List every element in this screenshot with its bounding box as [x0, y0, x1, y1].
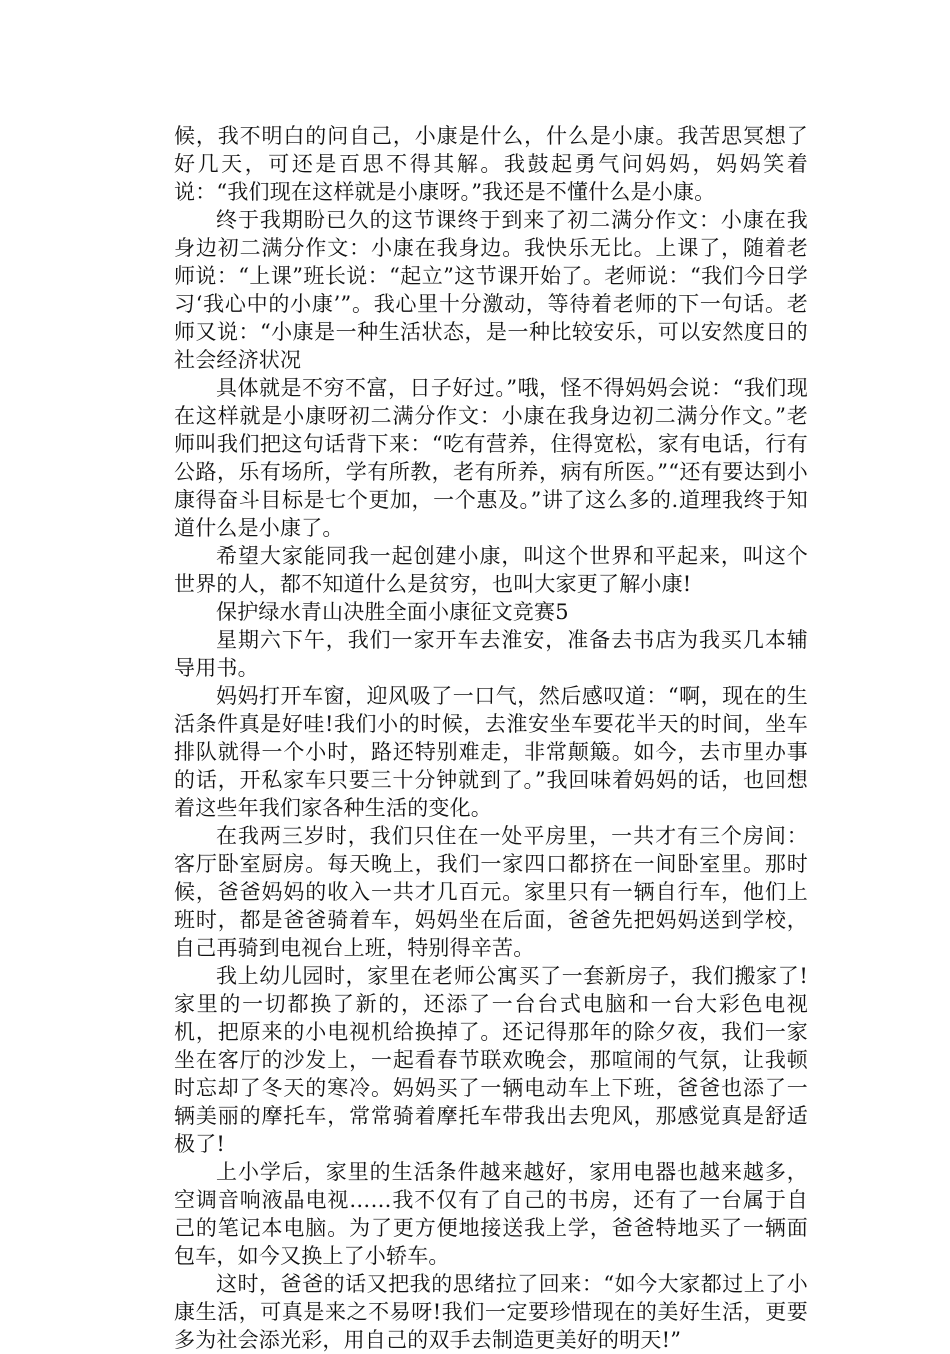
paragraph-xiaokang-definition: 具体就是不穷不富，日子好过。”哦，怪不得妈妈会说：“我们现在这样就是小康呀初二满分作文：小康在我身边初二满分作文。”老师叫我们把这句话背下来：“吃有营养，住得宽松，家有电话，行有公路，乐有场所，学有所教，老有所养，病有所医。”“还有要达到小康得奋斗目标是七个更加，一个惠及。”讲了这么多的.道理我终于知道什么是小康了。 [174, 376, 808, 540]
paragraph-saturday-trip: 星期六下午，我们一家开车去淮安，准备去书店为我买几本辅导用书。 [174, 628, 808, 680]
paragraph-hope: 希望大家能同我一起创建小康，叫这个世界和平起来，叫这个世界的人，都不知道什么是贫穷，也叫大家更了解小康! [174, 544, 808, 596]
paragraph-mother-remarks: 妈妈打开车窗，迎风吸了一口气，然后感叹道：“啊，现在的生活条件真是好哇!我们小的时候，去淮安坐车要花半天的时间，坐车排队就得一个小时，路还特别难走，非常颠簸。如今，去市里办事的话，开私家车只要三十分钟就到了。”我回味着妈妈的话，也回想着这些年我们家各种生活的变化。 [174, 684, 808, 820]
paragraph-continuation: 候，我不明白的问自己，小康是什么，什么是小康。我苦思冥想了好几天，可还是百思不得其解。我鼓起勇气问妈妈，妈妈笑着说：“我们现在这样就是小康呀。”我还是不懂什么是小康。 [174, 124, 808, 204]
paragraph-class-begins: 终于我期盼已久的这节课终于到来了初二满分作文：小康在我身边初二满分作文：小康在我身边。我快乐无比。上课了，随着老师说：“上课”班长说：“起立”这节课开始了。老师说：“我们今日学习‘我心中的小康’”。我心里十分激动，等待着老师的下一句话。老师又说：“小康是一种生活状态，是一种比较安乐，可以安然度日的社会经济状况 [174, 208, 808, 372]
paragraph-father-remarks: 这时，爸爸的话又把我的思绪拉了回来：“如今大家都过上了小康生活，可真是来之不易呀!我们一定要珍惜现在的美好生活，更要多为社会添光彩，用自己的双手去制造更美好的明天!” [174, 1272, 808, 1352]
essay-title: 保护绿水青山决胜全面小康征文竞赛5 [216, 600, 569, 624]
paragraph-kindergarten: 我上幼儿园时，家里在老师公寓买了一套新房子，我们搬家了!家里的一切都换了新的，还添了一台台式电脑和一台大彩色电视机，把原来的小电视机给换掉了。还记得那年的除夕夜，我们一家坐在客厅的沙发上，一起看春节联欢晚会，那喧闹的气氛，让我顿时忘却了冬天的寒冷。妈妈买了一辆电动车上下班，爸爸也添了一辆美丽的摩托车，常常骑着摩托车带我出去兜风，那感觉真是舒适极了! [174, 964, 808, 1156]
paragraph-primary-school: 上小学后，家里的生活条件越来越好，家用电器也越来越多，空调音响液晶电视……我不仅有了自己的书房，还有了一台属于自己的笔记本电脑。为了更方便地接送我上学，爸爸特地买了一辆面包车，如今又换上了小轿车。 [174, 1160, 808, 1268]
paragraph-early-childhood: 在我两三岁时，我们只住在一处平房里，一共才有三个房间：客厅卧室厨房。每天晚上，我们一家四口都挤在一间卧室里。那时候，爸爸妈妈的收入一共才几百元。家里只有一辆自行车，他们上班时，都是爸爸骑着车，妈妈坐在后面，爸爸先把妈妈送到学校，自己再骑到电视台上班，特别得辛苦。 [174, 824, 808, 960]
document-body [174, 122, 808, 1354]
